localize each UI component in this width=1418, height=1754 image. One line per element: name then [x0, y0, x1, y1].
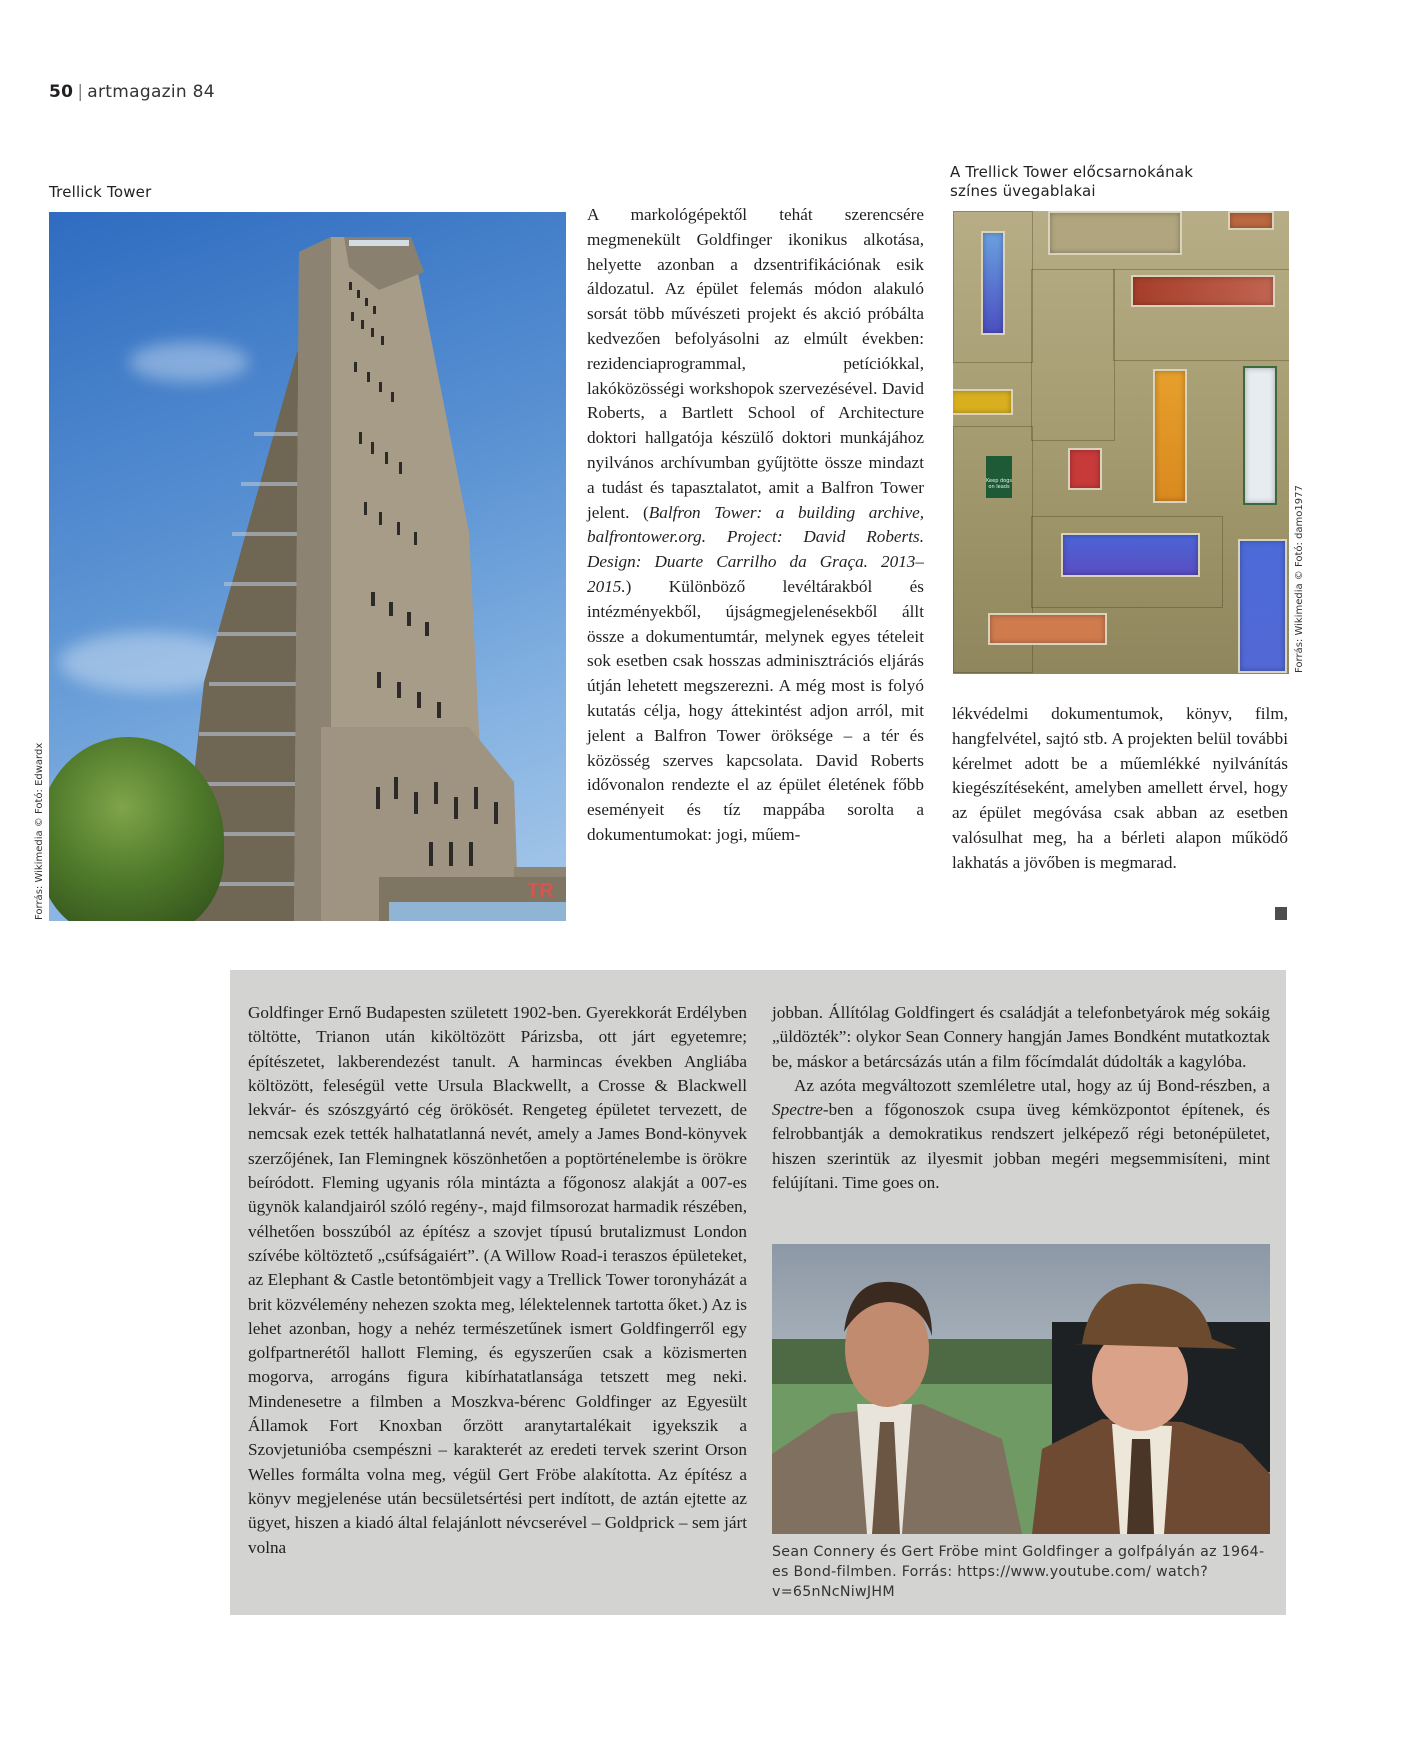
- stained-glass-photo: [953, 211, 1289, 674]
- glass-pane-amber: [1153, 369, 1187, 503]
- tower-photo-caption: Trellick Tower: [49, 183, 152, 201]
- italic-citation: Balfron Tower: a building archive, balfrontower.org. Project: David Roberts. Design: Duarte Carrilho da Graça. 2013–2015.: [587, 502, 924, 596]
- goldfinger-hat: [1072, 1284, 1237, 1349]
- glass-pane-orange: [1228, 211, 1274, 230]
- article-column-2: [952, 702, 1288, 876]
- dog-sign: Keep dogs on leads: [986, 456, 1012, 498]
- pod-glazing: [349, 240, 409, 246]
- film-title: Spectre: [772, 1100, 823, 1120]
- page-number: 50: [49, 82, 74, 102]
- glass-pane-blue: [981, 231, 1005, 335]
- sidebar-paragraph: Az azóta megváltozott szemléletre utal, hogy az új Bond-részben, a Spectre-ben a főgonoszok csupa üveg kémközpontot építenek, és felrobbantják a demokratikus rendszert jelképező régi betonépületet, hiszen szerintük az ilyesmit jobban megéri megsemmisíteni, mint felújítani. Time goes on.: [772, 1075, 1270, 1193]
- sidebar-paragraph: Goldfinger Ernő Budapesten született 1902-ben. Gyerekkorát Erdélyben töltötte, Trianon után kiköltözött Párizsba, ott járt egyetemre; építészetet, lakberendezést tanult. A harmincas években Angliába költözött, feleségül vette Ursula Blackwellt, a Crosse & Blackwell lekvár- és szószgyártó cég örökösét. Rengeteg épületet tervezett, de nemcsak ezek tették halhatatlanná nevét, amely a James Bond-könyvek szerzőjének, Ian Flemingnek köszönhetően a poptörténelembe is örökre beíródott. Fleming ugyanis róla mintázta a főgonosz alakját a 007-es ügynök kalandjairól szóló regény-, majd filmsorozat harmadik részében, vélhetően bosszúból az építész a szovjet típusú brutalizmust London szívébe költöztető „csúfságaiért”. (A Willow Road-i teraszos épületeket, az Elephant & Castle betontömbjeit vagy a Trellick Tower toronyházát a brit közvélemény nehezen szokta meg, lélektelennek tartotta őket.) Az is lehet azonban, hogy a nehéz természetűnek ismert Goldfingerről egy golfpartnerétől hallott Fleming, és egyszerűen csak a közismerten mogorva, arrogáns figura kibírhatatlansága tetszett meg neki. Mindenesetre a filmben a Moszkva-bérenc Goldfinger az Egyesült Államok Fort Knoxban őrzött aranytartalékait igyekszik a Szovjetunióba csempészni – karakterét az eredeti tervek szerint Orson Welles formálta volna meg, végül Gert Fröbe alakította. Az építész a könyv megjelenése után becsületsértési pert indított, de aztán ejtette az ügyet, hiszen a kiadó által felajánlott névcserével – Goldprick – sem járt volna: [248, 1003, 747, 1557]
- lower-glazing: [389, 902, 566, 921]
- article-paragraph: A markológépektől tehát szerencsére megmenekült Goldfinger ikonikus alkotása, helyette azonban a dzsentrifikációnak esik áldozatul. Az épület felemás módon alakuló sorsát több művészeti projekt és akció próbálta kedvezően befolyásolni az elmúlt években: rezidenciaprogrammal, petíciókkal, lakóközösségi workshopok szervezésével. David Roberts, a Bartlett School of Architecture doktori hallgatója készülő doktori munkájához nyilvános archívumban gyűjtötte össze mindazt a tudást és tapasztalatot, amit a Balfron Tower jelent. (Balfron Tower: a building archive, balfrontower.org. Project: David Roberts. Design: Duarte Carrilho da Graça. 2013–2015.) Különböző levéltárakból és intézményekből, újságmegjelenésekből állt össze a dokumentumtár, melynek egyes tételeit sok esetben csak hosszas adminisztrációs eljárás útján lehetett megszerezni. A még most is folyó kutatás célja, hogy áttekintést adjon arról, mit jelent a Balfron Tower öröksége – a tér és közösség szerves kapcsolata. David Roberts idővonalon rendezte el az épület életének főbb eseményeit és tíz mappába sorolta a dokumentumokat: jogi, műem-: [587, 205, 924, 844]
- building-sign: TR: [527, 880, 554, 902]
- glass-photo-credit: Forrás: Wikimedia © Fotó: damo1977: [1294, 485, 1305, 673]
- trellick-tower-photo: [49, 212, 566, 921]
- tower-photo-credit: Forrás: Wikimedia © Fotó: Edwardx: [34, 742, 45, 920]
- glass-pane-yellow: [953, 389, 1013, 415]
- magazine-issue: artmagazin 84: [87, 82, 215, 102]
- glass-pane-blue-tall: [1238, 539, 1287, 673]
- article-column-1: [587, 203, 924, 848]
- goldfinger-film-still: [772, 1244, 1270, 1534]
- glass-pane-red: [1131, 275, 1275, 307]
- glass-pane-clear: [1243, 366, 1277, 505]
- glass-pane-red-small: [1068, 448, 1102, 490]
- concrete-slab: [1031, 269, 1115, 441]
- sidebar-column-1: [248, 1001, 747, 1560]
- folio-separator: |: [77, 82, 84, 102]
- page-folio: [49, 82, 215, 102]
- sidebar-column-2: [772, 1001, 1270, 1195]
- film-still-caption: Sean Connery és Gert Fröbe mint Goldfinger a golfpályán az 1964-es Bond-filmben. Forrás: https://www.youtube.com/ watch?v=65nNcNiwJHM: [772, 1544, 1265, 1600]
- glass-pane-orange-low: [988, 613, 1107, 645]
- glass-pane-blue-wide: [1061, 533, 1200, 577]
- glass-photo-caption: A Trellick Tower előcsarnokának színes üvegablakai: [950, 163, 1194, 200]
- article-end-mark: [1275, 907, 1287, 920]
- recessed-panel: [1048, 211, 1182, 255]
- article-paragraph: lékvédelmi dokumentumok, könyv, film, hangfelvétel, sajtó stb. A projekten belül további kérelmet adott be a műemlékké nyilvánítás kiegészítéseként, amelyben amellett érvel, hogy az épület megóvása csak abban az esetben valósulhat meg, ha a bérleti alapon működő lakhatás a jövőben is megmarad.: [952, 704, 1288, 872]
- sidebar-paragraph: jobban. Állítólag Goldfingert és családját a telefonbetyárok még sokáig „üldözték”: olykor Sean Connery hangján James Bondként mutatkoztak be, máskor a betárcsázás után a film főcímdalát dúdolták a kagylóba.: [772, 1003, 1270, 1071]
- film-still-illustration: [772, 1244, 1270, 1534]
